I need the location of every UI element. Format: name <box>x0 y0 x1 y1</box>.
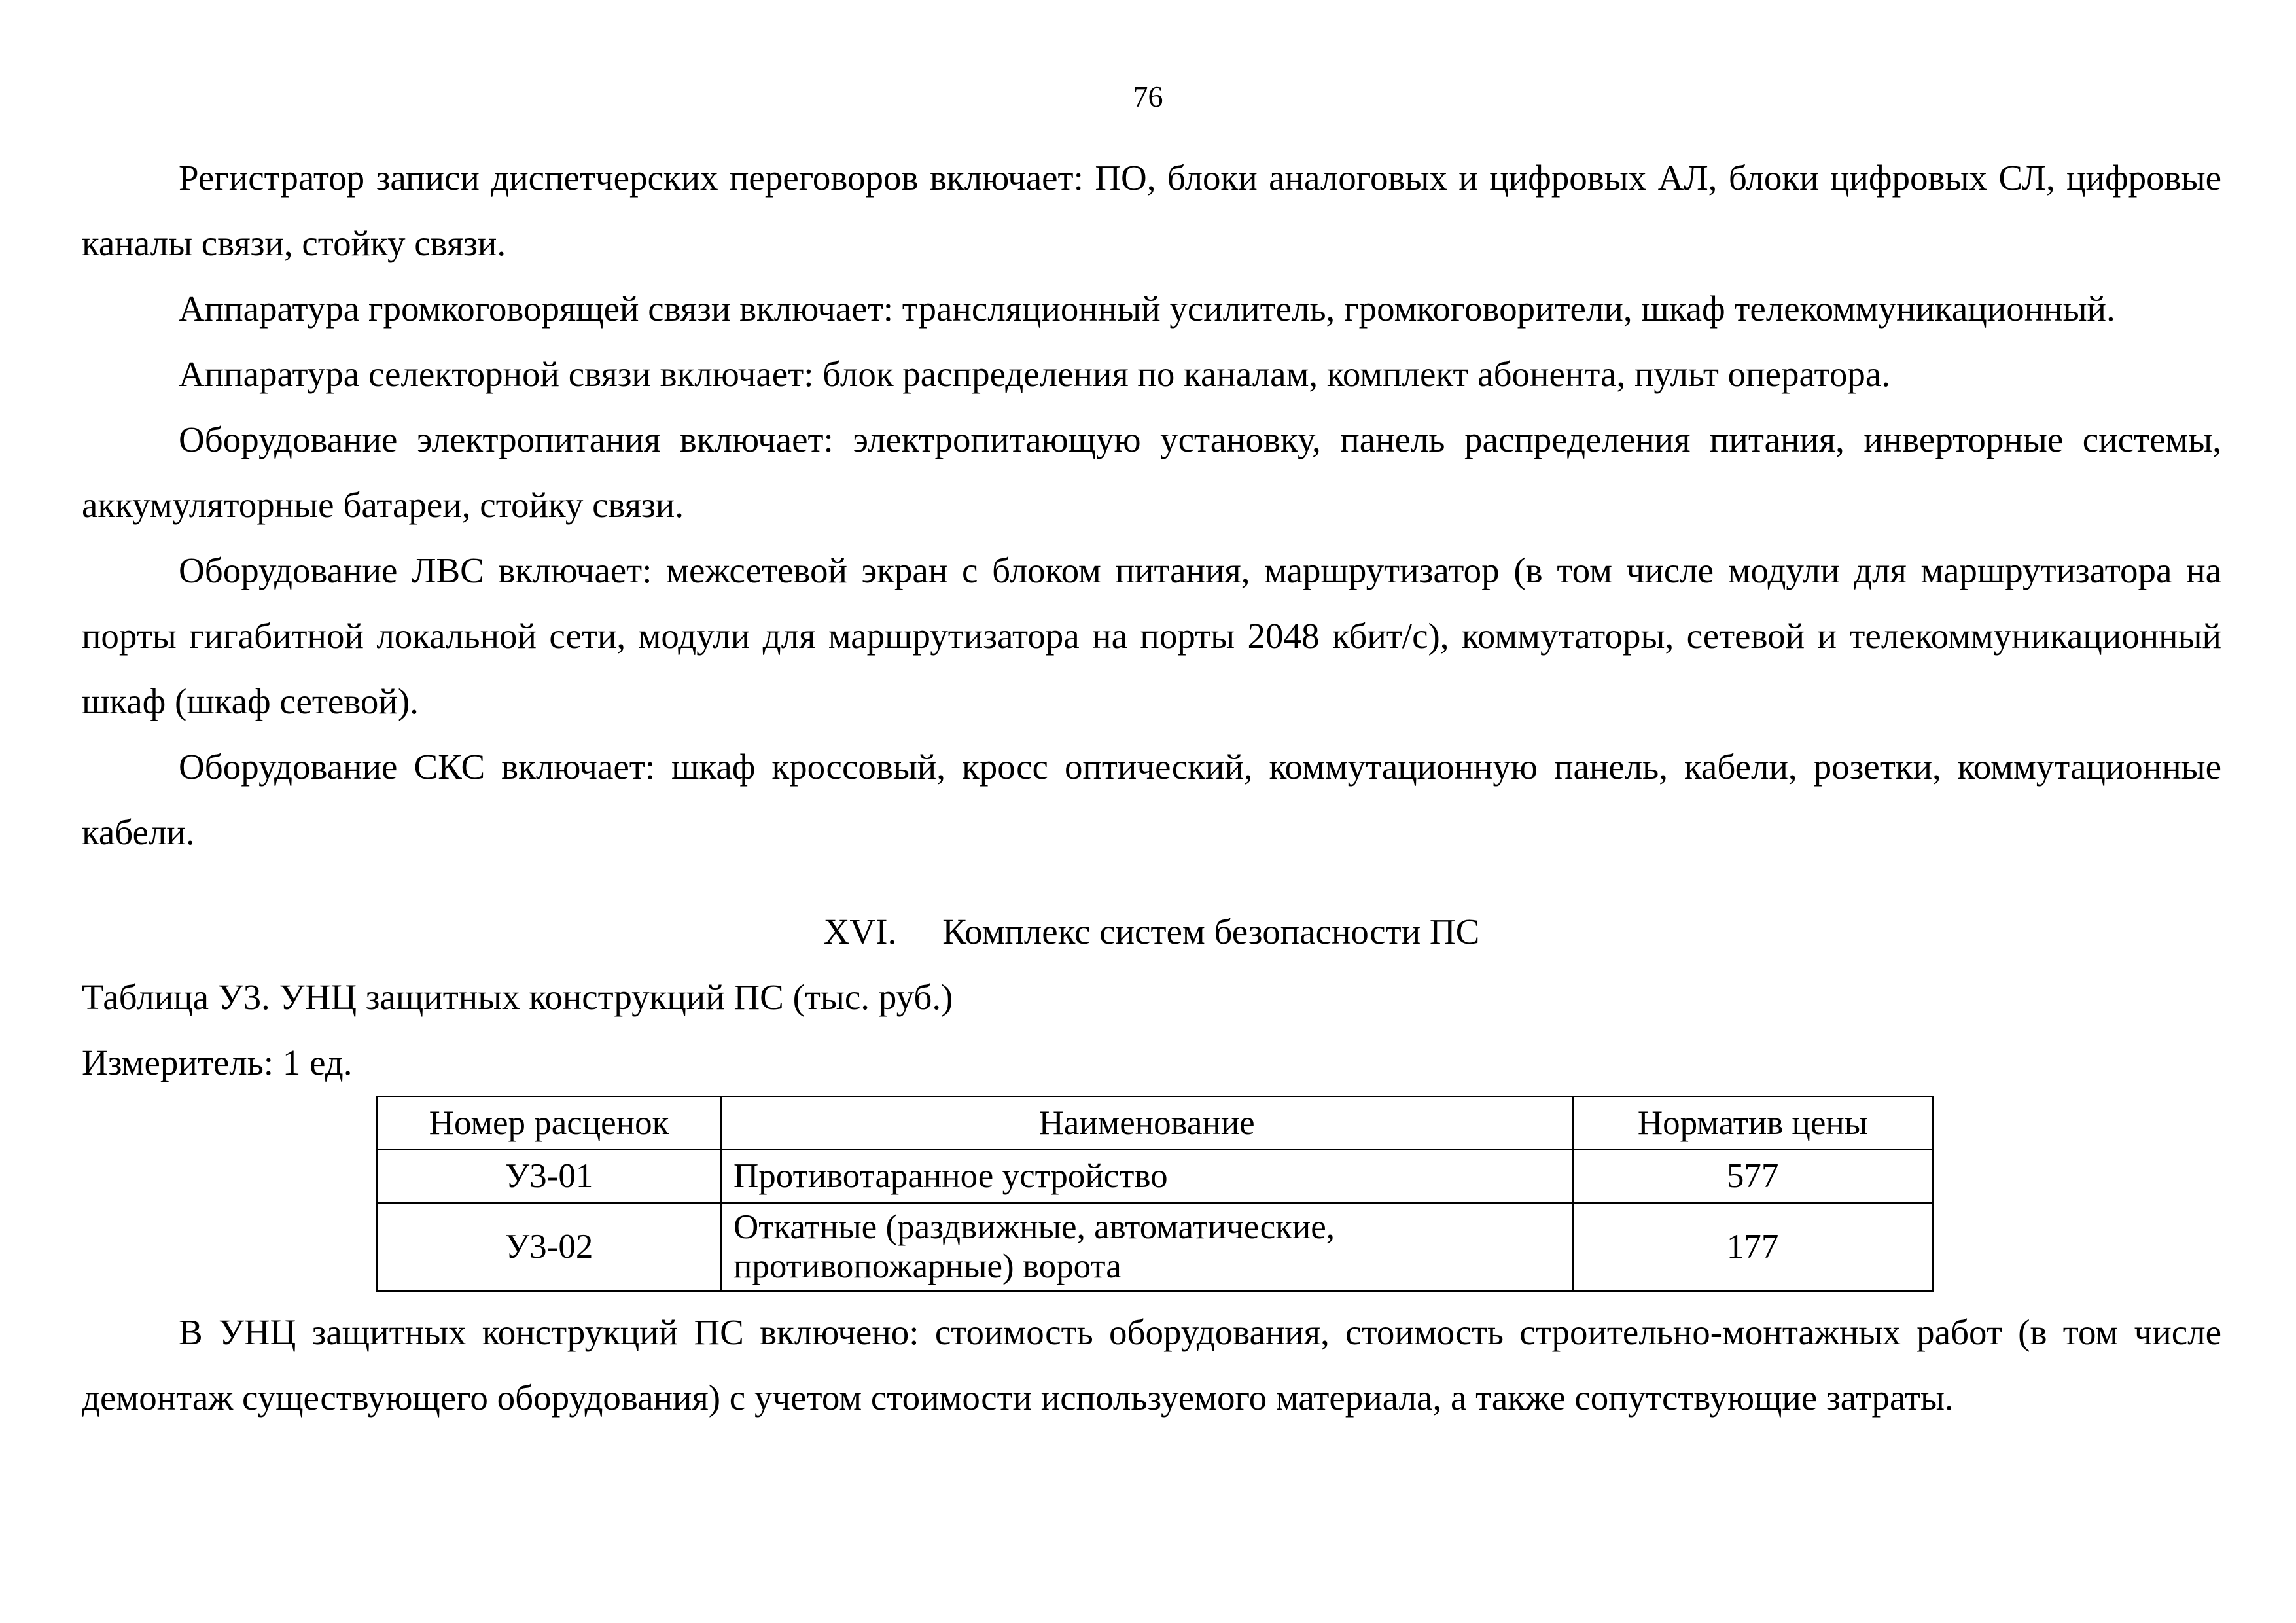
paragraph-dispatch-recorder: Регистратор записи диспетчерских переговоров включает: ПО, блоки аналоговых и цифровых АЛ, блоки цифровых СЛ, цифровые каналы связи, стойку связи. <box>82 158 2221 263</box>
header-price: Норматив цены <box>1573 1097 1933 1150</box>
table-unit: Измеритель: 1 ед. <box>82 1043 353 1082</box>
table-caption: Таблица У3. УНЦ защитных конструкций ПС (тыс. руб.) <box>82 977 953 1017</box>
paragraph-lan-equipment: Оборудование ЛВС включает: межсетевой экран с блоком питания, маршрутизатор (в том числе модули для маршрутизатора на порты гигабитной локальной сети, модули для маршрутизатора на порты 2048 кбит/с), коммутаторы, сетевой и телекоммуникационный шкаф (шкаф сетевой). <box>82 550 2221 721</box>
cell-price: 177 <box>1573 1203 1933 1291</box>
table-header-row <box>378 1097 1933 1150</box>
header-name: Наименование <box>721 1097 1573 1150</box>
section-heading <box>82 899 2221 965</box>
table-row <box>378 1150 1933 1203</box>
cell-code: У3-02 <box>378 1203 721 1291</box>
page-number: 76 <box>1133 80 1163 113</box>
cell-name: Противотаранное устройство <box>721 1150 1573 1203</box>
paragraph-closing: В УНЦ защитных конструкций ПС включено: стоимость оборудования, стоимость строительно-монтажных работ (в том числе демонтаж существующего оборудования) с учетом стоимости используемого материала, а также сопутствующие затраты. <box>82 1312 2221 1418</box>
section-title: Комплекс систем безопасности ПС <box>942 912 1480 952</box>
cell-code: У3-01 <box>378 1150 721 1203</box>
price-table <box>376 1096 1934 1292</box>
document-body <box>82 145 2221 1431</box>
table-row <box>378 1203 1933 1291</box>
cell-price: 577 <box>1573 1150 1933 1203</box>
cell-name: Откатные (раздвижные, автоматические, противопожарные) ворота <box>721 1203 1573 1291</box>
paragraph-selector-equipment: Аппаратура селекторной связи включает: блок распределения по каналам, комплект абонента, пульт оператора. <box>179 354 1890 394</box>
paragraph-power-equipment: Оборудование электропитания включает: электропитающую установку, панель распределения питания, инверторные системы, аккумуляторные батареи, стойку связи. <box>82 419 2221 525</box>
paragraph-loudspeaker-equipment: Аппаратура громкоговорящей связи включает: трансляционный усилитель, громкоговорители, шкаф телекоммуникационный. <box>179 289 2115 329</box>
section-number: XVI. <box>823 912 897 952</box>
header-code: Номер расценок <box>378 1097 721 1150</box>
paragraph-scs-equipment: Оборудование СКС включает: шкаф кроссовый, кросс оптический, коммутационную панель, кабели, розетки, коммутационные кабели. <box>82 747 2221 852</box>
